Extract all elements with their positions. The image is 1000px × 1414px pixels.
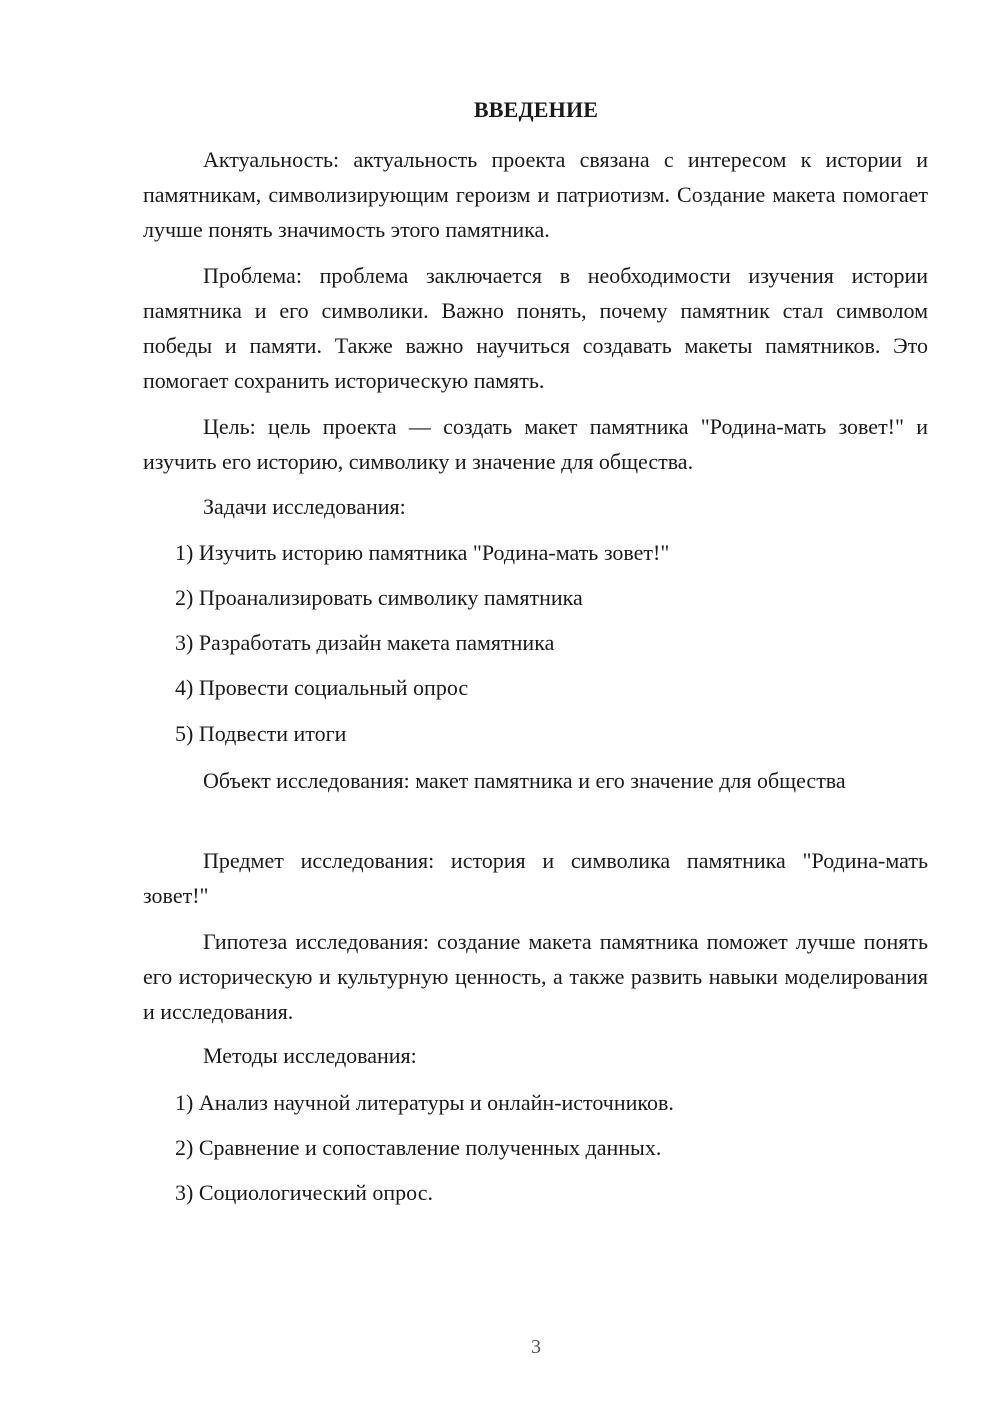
methods-heading: Методы исследования:	[203, 1043, 417, 1068]
object-paragraph: Объект исследования: макет памятника и его значение для общества	[203, 768, 846, 793]
page-number: 3	[531, 1336, 541, 1358]
relevance-paragraph: Актуальность: актуальность проекта связана с интересом к истории и памятникам, символизирующим героизм и патриотизм. Создание макета помогает лучше понять значимость этого памятника.	[143, 147, 928, 242]
task-item-4: 4) Провести социальный опрос	[175, 675, 469, 700]
method-item-3: 3) Социологический опрос.	[175, 1180, 433, 1205]
subject-paragraph: Предмет исследования: история и символика памятника "Родина-мать зовет!"	[143, 848, 928, 908]
task-item-3: 3) Разработать дизайн макета памятника	[175, 630, 555, 655]
section-title: ВВЕДЕНИЕ	[473, 97, 599, 122]
task-item-2: 2) Проанализировать символику памятника	[175, 585, 583, 610]
hypothesis-paragraph: Гипотеза исследования: создание макета памятника поможет лучше понять его историческую и культурную ценность, а также развить навыки моделирования и исследования.	[143, 929, 928, 1024]
problem-paragraph: Проблема: проблема заключается в необходимости изучения истории памятника и его символики. Важно понять, почему памятник стал символом победы и памяти. Также важно научиться создавать макеты памятников. Это помогает сохранить историческую память.	[143, 263, 928, 393]
task-item-5: 5) Подвести итоги	[175, 721, 347, 746]
tasks-heading: Задачи исследования:	[203, 494, 406, 519]
task-item-1: 1) Изучить историю памятника "Родина-мать зовет!"	[175, 540, 670, 565]
method-item-1: 1) Анализ научной литературы и онлайн-источников.	[175, 1090, 674, 1115]
method-item-2: 2) Сравнение и сопоставление полученных данных.	[175, 1135, 662, 1160]
goal-paragraph: Цель: цель проекта — создать макет памятника "Родина-мать зовет!" и изучить его историю, символику и значение для общества.	[143, 414, 928, 474]
